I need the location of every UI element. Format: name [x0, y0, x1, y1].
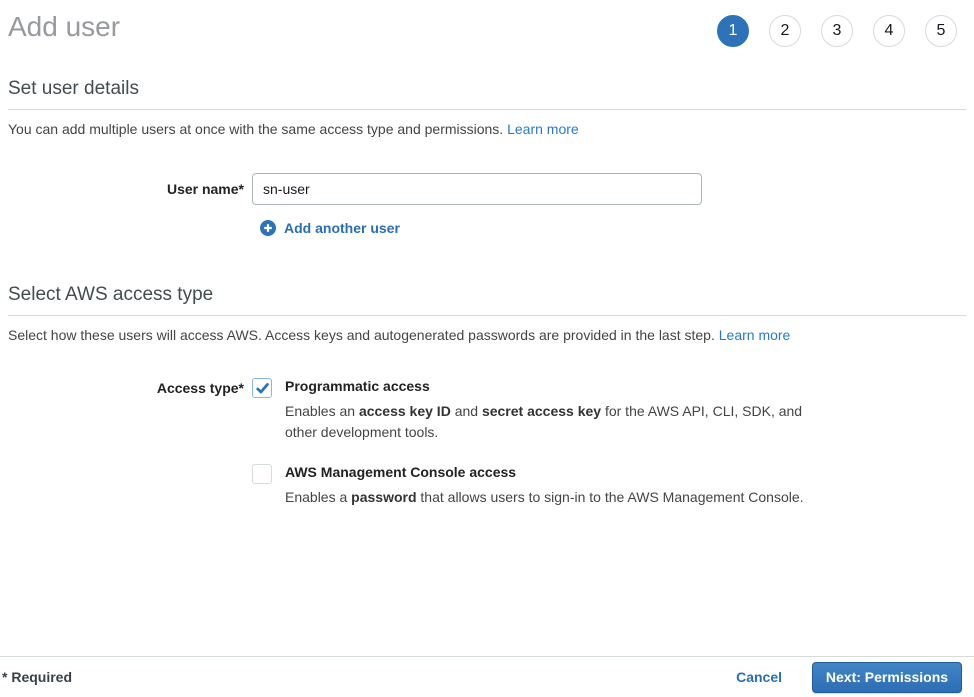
select-access-type-description: [8, 327, 966, 343]
console-access-title: AWS Management Console access: [285, 464, 517, 480]
wizard-step-indicator: [717, 15, 957, 47]
console-access-body: [285, 464, 810, 508]
step-4[interactable]: 4: [873, 15, 905, 47]
user-name-row: [0, 173, 974, 205]
user-name-input[interactable]: [252, 173, 702, 205]
required-label: Required: [11, 669, 73, 685]
learn-more-link-user-details[interactable]: Learn more: [507, 121, 579, 137]
desc-text: and: [450, 403, 482, 419]
description-text: Select how these users will access AWS. Access keys and autogenerated passwords are provided in the last step.: [8, 327, 715, 343]
select-access-type-heading: Select AWS access type: [8, 284, 966, 316]
set-user-details-description: [8, 121, 966, 137]
access-type-options: [252, 378, 810, 508]
page-header: [0, 0, 974, 47]
next-permissions-button[interactable]: Next: Permissions: [812, 662, 962, 693]
add-another-user-button[interactable]: [260, 220, 974, 236]
programmatic-access-body: [285, 378, 810, 443]
circle-plus-icon: [260, 220, 276, 236]
access-type-row: [0, 378, 974, 508]
programmatic-access-description: [285, 401, 810, 443]
desc-text: Enables a: [285, 489, 352, 505]
access-type-label: Access type*: [156, 380, 244, 396]
page-title: Add user: [8, 11, 121, 42]
user-name-label: User name*: [166, 181, 244, 197]
step-2[interactable]: 2: [769, 15, 801, 47]
add-another-user-label: Add another user: [284, 220, 400, 236]
console-access-description: [285, 487, 810, 508]
step-3[interactable]: 3: [821, 15, 853, 47]
set-user-details-heading: Set user details: [8, 78, 966, 110]
desc-text-bold: access key ID: [358, 403, 451, 419]
desc-text-bold: password: [351, 489, 417, 505]
desc-text-bold: secret access key: [481, 403, 602, 419]
console-access-checkbox[interactable]: [252, 464, 272, 484]
desc-text: Enables an: [285, 403, 359, 419]
step-5[interactable]: 5: [925, 15, 957, 47]
cancel-button[interactable]: Cancel: [736, 669, 782, 685]
description-text: You can add multiple users at once with the same access type and permissions.: [8, 121, 504, 137]
programmatic-access-option: [252, 378, 810, 443]
required-asterisk: *: [2, 669, 8, 685]
checkmark-icon: [255, 381, 270, 396]
desc-text: for the AWS API, CLI, SDK, and other development tools.: [285, 403, 803, 440]
console-access-option: [252, 464, 810, 508]
programmatic-access-title: Programmatic access: [285, 378, 430, 394]
wizard-footer: [0, 656, 974, 697]
learn-more-link-access-type[interactable]: Learn more: [718, 327, 791, 343]
required-note: [2, 669, 73, 685]
step-1-current[interactable]: 1: [717, 15, 749, 47]
desc-text: that allows users to sign-in to the AWS Management Console.: [416, 489, 804, 505]
programmatic-access-checkbox[interactable]: [252, 378, 272, 398]
